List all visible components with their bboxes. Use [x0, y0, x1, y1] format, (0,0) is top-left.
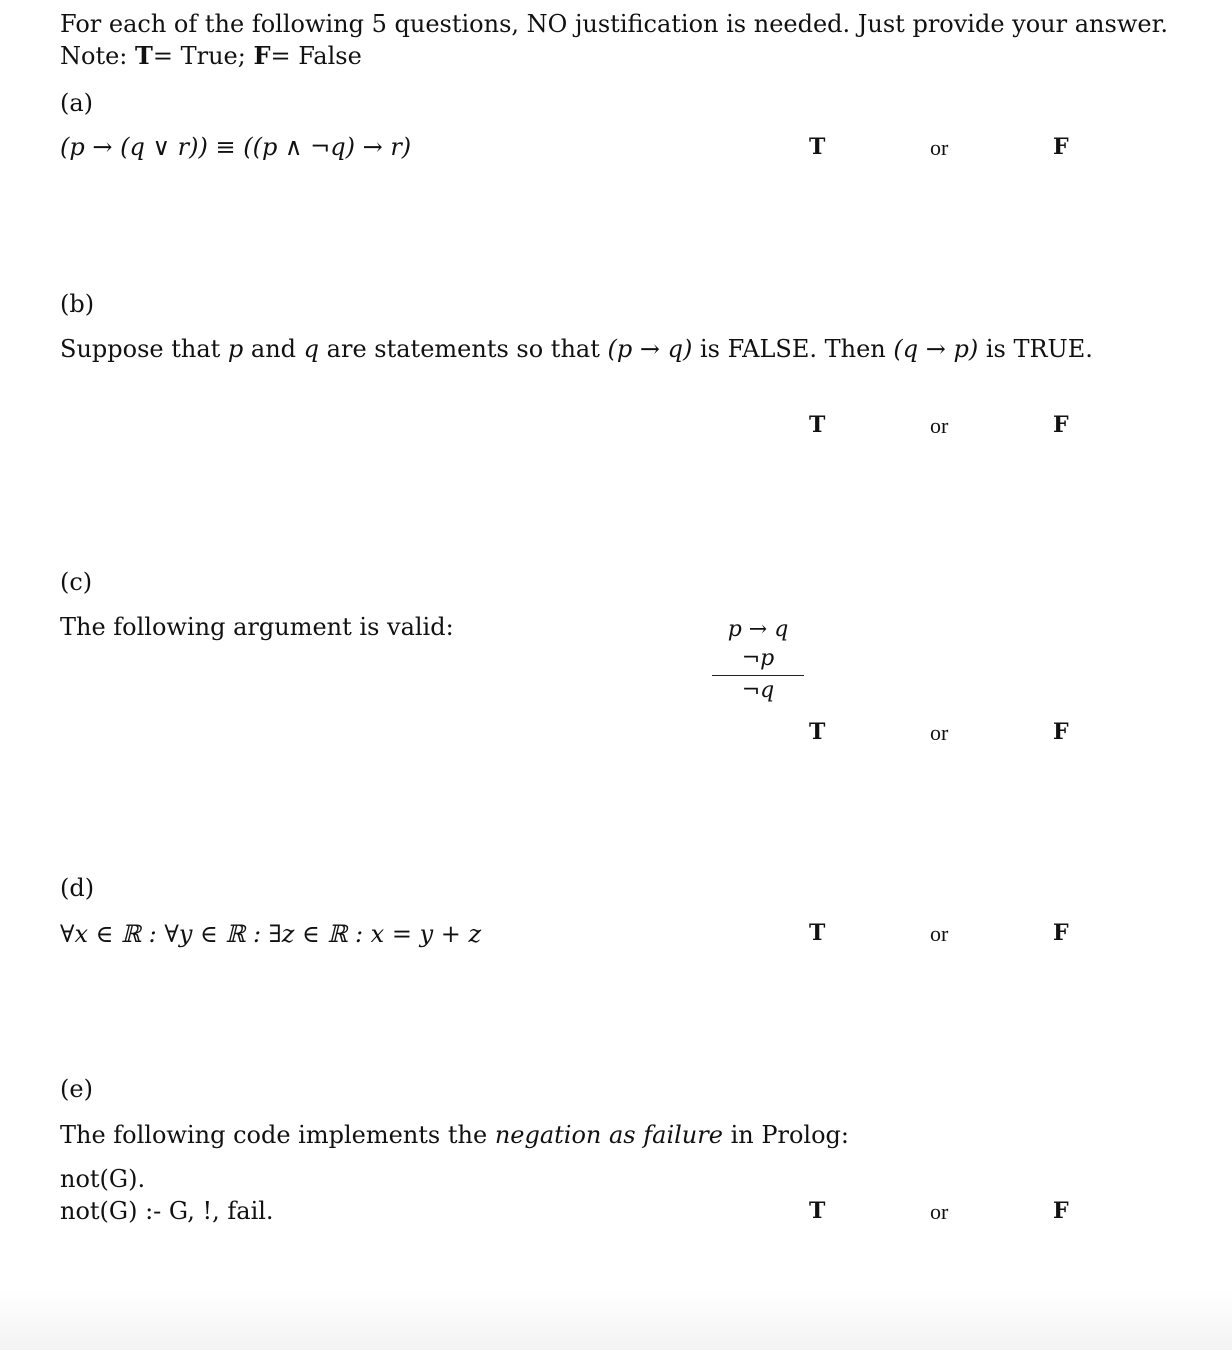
question-e-or-text: or: [930, 1199, 949, 1224]
argument-conclusion: ¬q: [741, 678, 775, 703]
question-b-label: (b): [60, 290, 95, 318]
question-d-true-option[interactable]: T: [809, 920, 826, 946]
note-false-text: = False: [270, 42, 362, 70]
question-e-text: [60, 1120, 849, 1150]
question-b-text-part: are statements so that: [319, 335, 608, 363]
question-e-text-part: The following code implements the: [60, 1121, 495, 1149]
argument-divider: [712, 675, 804, 676]
prolog-code-line-2: not(G) :- G, !, fail.: [60, 1197, 274, 1225]
note-line: [60, 41, 362, 71]
question-e-true-option[interactable]: T: [809, 1198, 826, 1224]
question-e-false-option[interactable]: F: [1053, 1198, 1069, 1224]
question-c-false-option[interactable]: F: [1053, 719, 1069, 745]
question-c-text: The following argument is valid:: [60, 613, 454, 641]
question-b-formula-1: (p → q): [607, 335, 693, 363]
note-true-symbol: T: [135, 41, 153, 70]
argument-premise-1: p → q: [727, 617, 789, 642]
question-b-or-text: or: [930, 413, 949, 438]
question-a-or-text: or: [930, 135, 949, 160]
note-prefix: Note:: [60, 42, 136, 70]
page-bottom-shade: [0, 1290, 1232, 1350]
question-b-text-part: and: [243, 335, 304, 363]
question-b-text: [60, 334, 1093, 364]
question-e-italic-term: negation as failure: [494, 1121, 723, 1149]
question-b-text-part: is TRUE.: [978, 335, 1093, 363]
prolog-code-line-1: not(G).: [60, 1165, 146, 1193]
question-c-or-text: or: [930, 720, 949, 745]
instructions-text: For each of the following 5 questions, NO justification is needed. Just provide your answer.: [60, 10, 1169, 38]
question-d-false-option[interactable]: F: [1053, 920, 1069, 946]
question-c-label: (c): [60, 568, 93, 596]
question-a-false-option[interactable]: F: [1053, 134, 1069, 160]
note-false-symbol: F: [253, 41, 271, 70]
question-b-true-option[interactable]: T: [809, 412, 826, 438]
question-b-text-part: is FALSE. Then: [692, 335, 894, 363]
question-b-var-p: p: [227, 335, 244, 363]
question-d-or-text: or: [930, 921, 949, 946]
note-true-text: = True;: [152, 42, 254, 70]
question-d-label: (d): [60, 874, 95, 902]
question-d-formula: ∀x ∈ ℝ : ∀y ∈ ℝ : ∃z ∈ ℝ : x = y + z: [60, 920, 482, 948]
argument-premise-2: ¬p: [741, 646, 775, 671]
question-a-label: (a): [60, 89, 94, 117]
question-c-true-option[interactable]: T: [809, 719, 826, 745]
question-a-true-option[interactable]: T: [809, 134, 826, 160]
question-b-var-q: q: [303, 335, 320, 363]
question-b-false-option[interactable]: F: [1053, 412, 1069, 438]
question-e-text-part: in Prolog:: [722, 1121, 849, 1149]
question-b-formula-2: (q → p): [893, 335, 979, 363]
question-e-label: (e): [60, 1075, 93, 1103]
question-b-text-part: Suppose that: [60, 335, 228, 363]
question-a-formula: (p → (q ∨ r)) ≡ ((p ∧ ¬q) → r): [60, 133, 412, 161]
